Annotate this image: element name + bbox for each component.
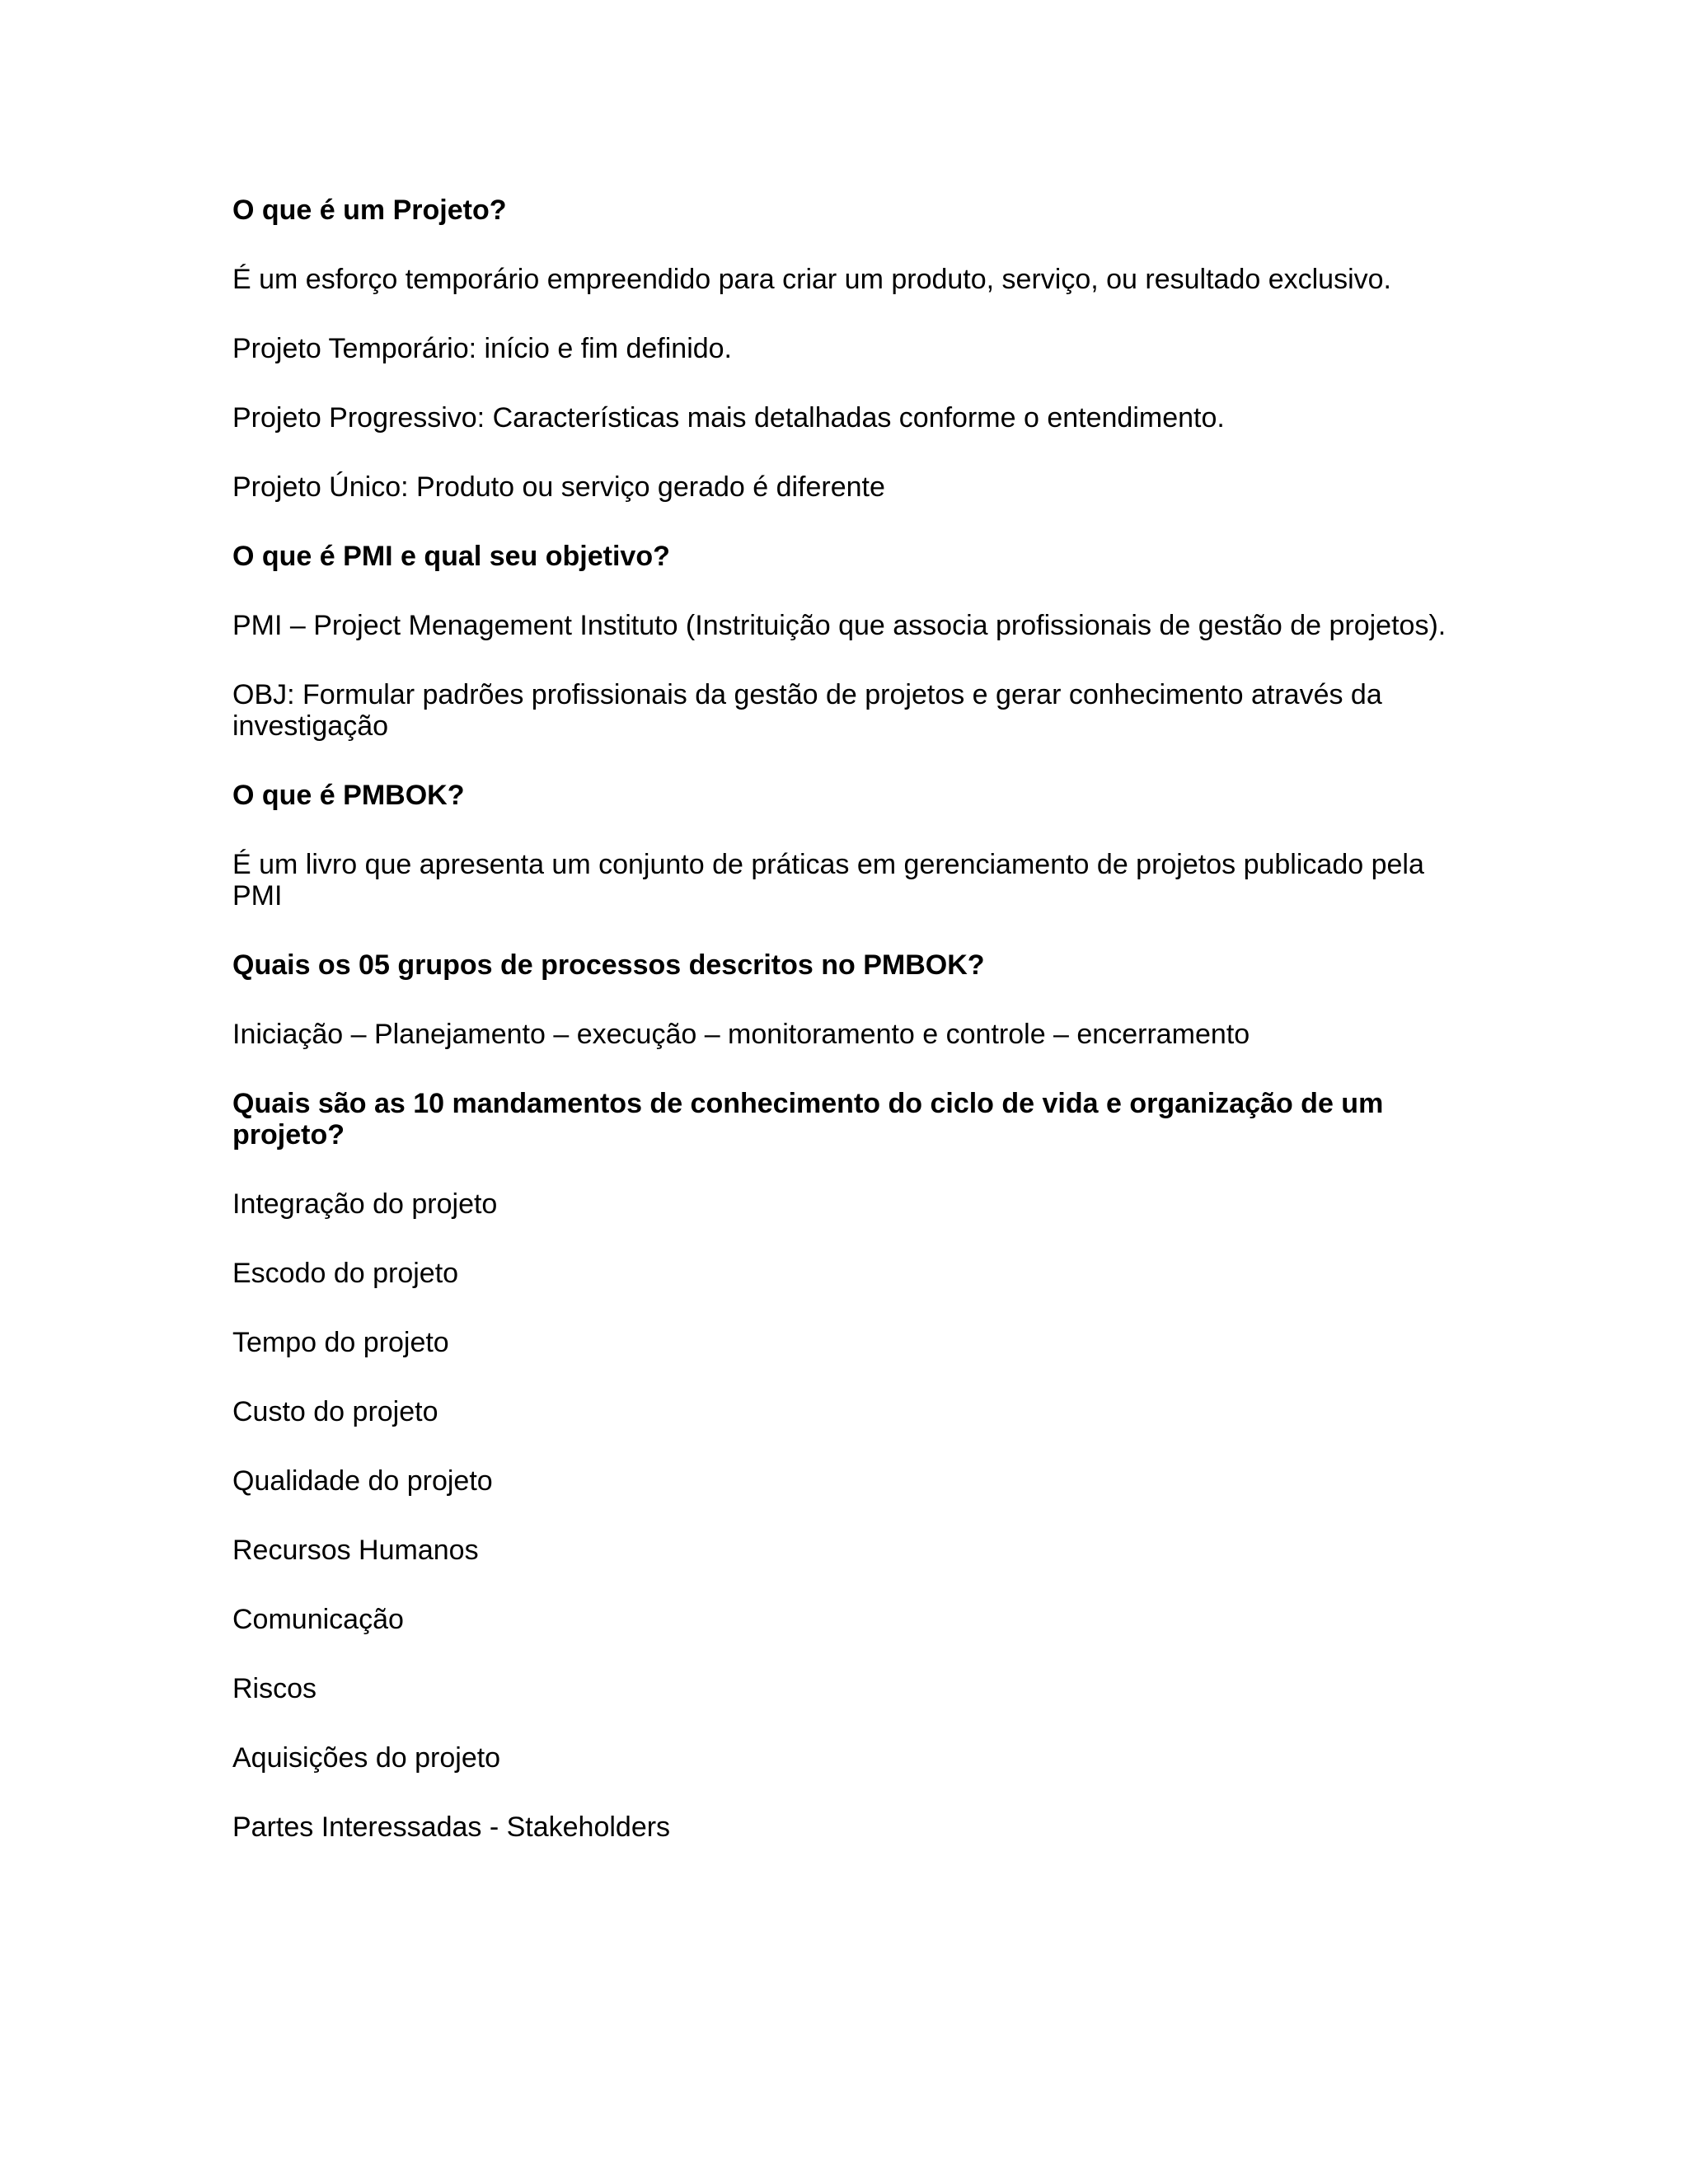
list-item: Comunicação	[232, 1604, 404, 1635]
paragraph-projeto-temporario: Projeto Temporário: início e fim definido.	[232, 333, 733, 364]
list-item: Riscos	[232, 1673, 317, 1704]
list-item: Aquisições do projeto	[232, 1742, 501, 1774]
list-item: Partes Interessadas - Stakeholders	[232, 1811, 671, 1843]
knowledge-areas-list	[232, 1188, 1452, 1843]
paragraph-pmi-objetivo: OBJ: Formular padrões profissionais da gestão de projetos e gerar conhecimento através da investigação	[232, 679, 1382, 742]
paragraph-definicao-projeto: É um esforço temporário empreendido para criar um produto, serviço, ou resultado exclusivo.	[232, 264, 1392, 295]
paragraph-projeto-unico: Projeto Único: Produto ou serviço gerado é diferente	[232, 471, 885, 503]
paragraph-projeto-progressivo: Projeto Progressivo: Características mais detalhadas conforme o entendimento.	[232, 402, 1225, 434]
list-item: Escodo do projeto	[232, 1258, 459, 1289]
list-item: Qualidade do projeto	[232, 1465, 493, 1497]
heading-grupos-de-processos: Quais os 05 grupos de processos descritos no PMBOK?	[232, 949, 985, 981]
list-item: Tempo do projeto	[232, 1327, 449, 1358]
paragraph-pmbok-definicao: É um livro que apresenta um conjunto de práticas em gerenciamento de projetos publicado pela PMI	[232, 849, 1424, 912]
document-page	[232, 194, 1452, 1881]
heading-areas-de-conhecimento: Quais são as 10 mandamentos de conhecimento do ciclo de vida e organização de um projeto?	[232, 1088, 1384, 1151]
heading-o-que-e-projeto: O que é um Projeto?	[232, 194, 507, 226]
paragraph-grupos-de-processos: Iniciação – Planejamento – execução – monitoramento e controle – encerramento	[232, 1019, 1250, 1050]
paragraph-pmi-definicao: PMI – Project Menagement Instituto (Instrituição que associa profissionais de gestão de projetos).	[232, 610, 1447, 641]
heading-o-que-e-pmi: O que é PMI e qual seu objetivo?	[232, 541, 670, 572]
list-item: Integração do projeto	[232, 1188, 498, 1220]
heading-o-que-e-pmbok: O que é PMBOK?	[232, 780, 465, 811]
list-item: Custo do projeto	[232, 1396, 438, 1427]
list-item: Recursos Humanos	[232, 1535, 479, 1566]
